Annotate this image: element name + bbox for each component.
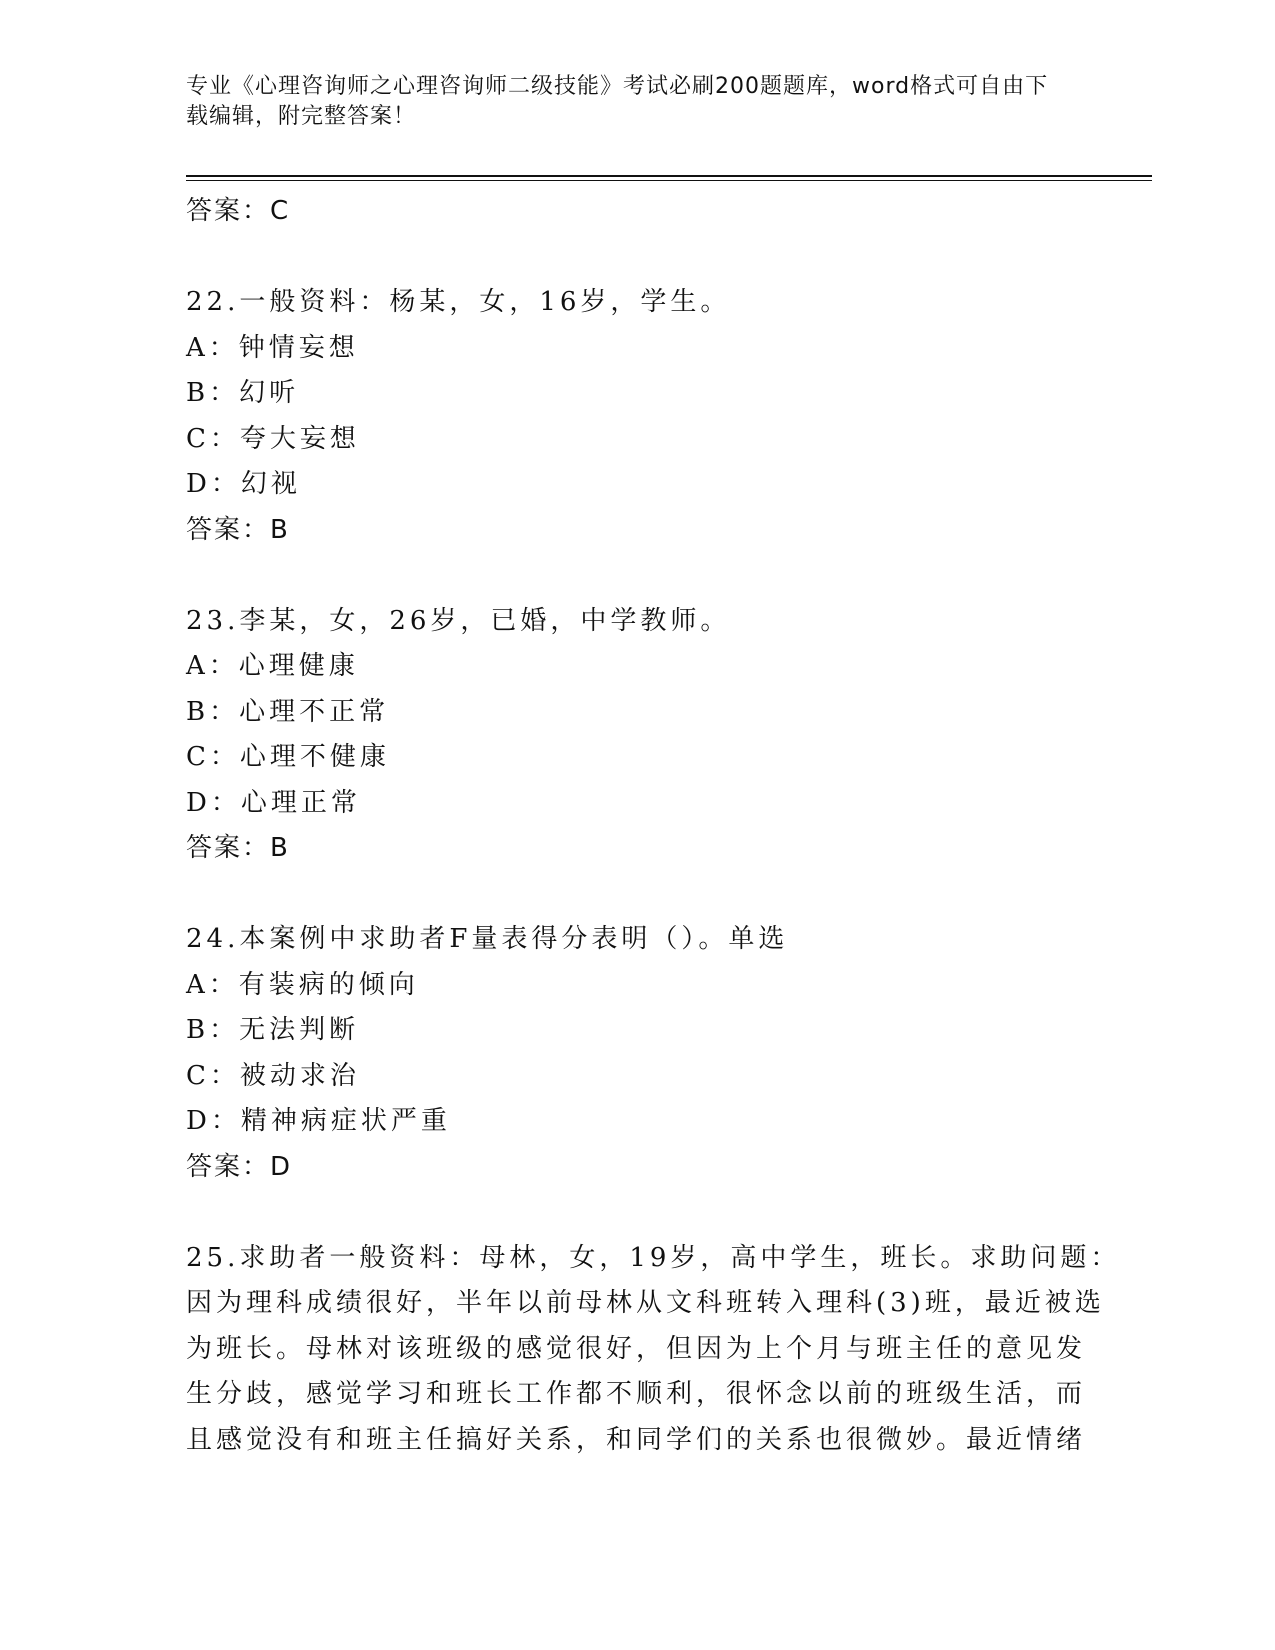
question-24 bbox=[186, 917, 1086, 1190]
spacer bbox=[186, 553, 1086, 599]
option-a: A：钟情妄想 bbox=[186, 332, 359, 363]
option-c: C：夸大妄想 bbox=[186, 423, 360, 454]
question-stem: 24.本案例中求助者F量表得分表明（）。单选 bbox=[186, 924, 789, 954]
q25-line-1: 25.求助者一般资料：母林，女，19岁，高中学生，班长。求助问题： bbox=[186, 1242, 1121, 1273]
option-d: D：精神病症状严重 bbox=[186, 1106, 451, 1136]
option-a: A：有装病的倾向 bbox=[186, 969, 419, 1000]
question-23 bbox=[186, 599, 1086, 872]
answer: 答案：B bbox=[186, 514, 290, 545]
option-c: C：心理不健康 bbox=[186, 742, 390, 772]
question-stem: 23.李某，女，26岁，已婚，中学教师。 bbox=[186, 605, 731, 636]
option-d: D：心理正常 bbox=[186, 787, 361, 818]
option-b: B：幻听 bbox=[186, 378, 300, 408]
q25-line-3: 为班长。母林对该班级的感觉很好，但因为上个月与班主任的意见发 bbox=[186, 1333, 1087, 1364]
header-rule-thin bbox=[186, 180, 1152, 181]
option-b: B：心理不正常 bbox=[186, 696, 390, 727]
spacer bbox=[186, 1190, 1086, 1236]
header-intro: 专业《心理咨询师之心理咨询师二级技能》考试必刷200题题库，word格式可自由下载编辑，附完整答案！ bbox=[186, 74, 1049, 129]
header-rule-thick bbox=[186, 175, 1152, 177]
question-22 bbox=[186, 280, 1086, 553]
spacer bbox=[186, 872, 1086, 918]
question-25 bbox=[186, 1236, 1121, 1464]
option-a: A：心理健康 bbox=[186, 651, 359, 681]
spacer bbox=[186, 235, 1086, 281]
option-c: C：被动求治 bbox=[186, 1060, 360, 1091]
question-stem: 22.一般资料：杨某，女，16岁，学生。 bbox=[186, 287, 731, 317]
option-b: B：无法判断 bbox=[186, 1015, 360, 1045]
answer: 答案：B bbox=[186, 833, 290, 863]
answer: 答案：D bbox=[186, 1151, 293, 1182]
q25-line-2: 因为理科成绩很好，半年以前母林从文科班转入理科(3)班，最近被选 bbox=[186, 1288, 1105, 1318]
q25-line-4: 生分歧，感觉学习和班长工作都不顺利，很怀念以前的班级生活，而 bbox=[186, 1379, 1087, 1409]
option-d: D：幻视 bbox=[186, 469, 301, 499]
answer-prev: 答案：C bbox=[186, 196, 291, 226]
question-list bbox=[186, 189, 1121, 1463]
q25-line-5: 且感觉没有和班主任搞好关系，和同学们的关系也很微妙。最近情绪 bbox=[186, 1424, 1087, 1455]
